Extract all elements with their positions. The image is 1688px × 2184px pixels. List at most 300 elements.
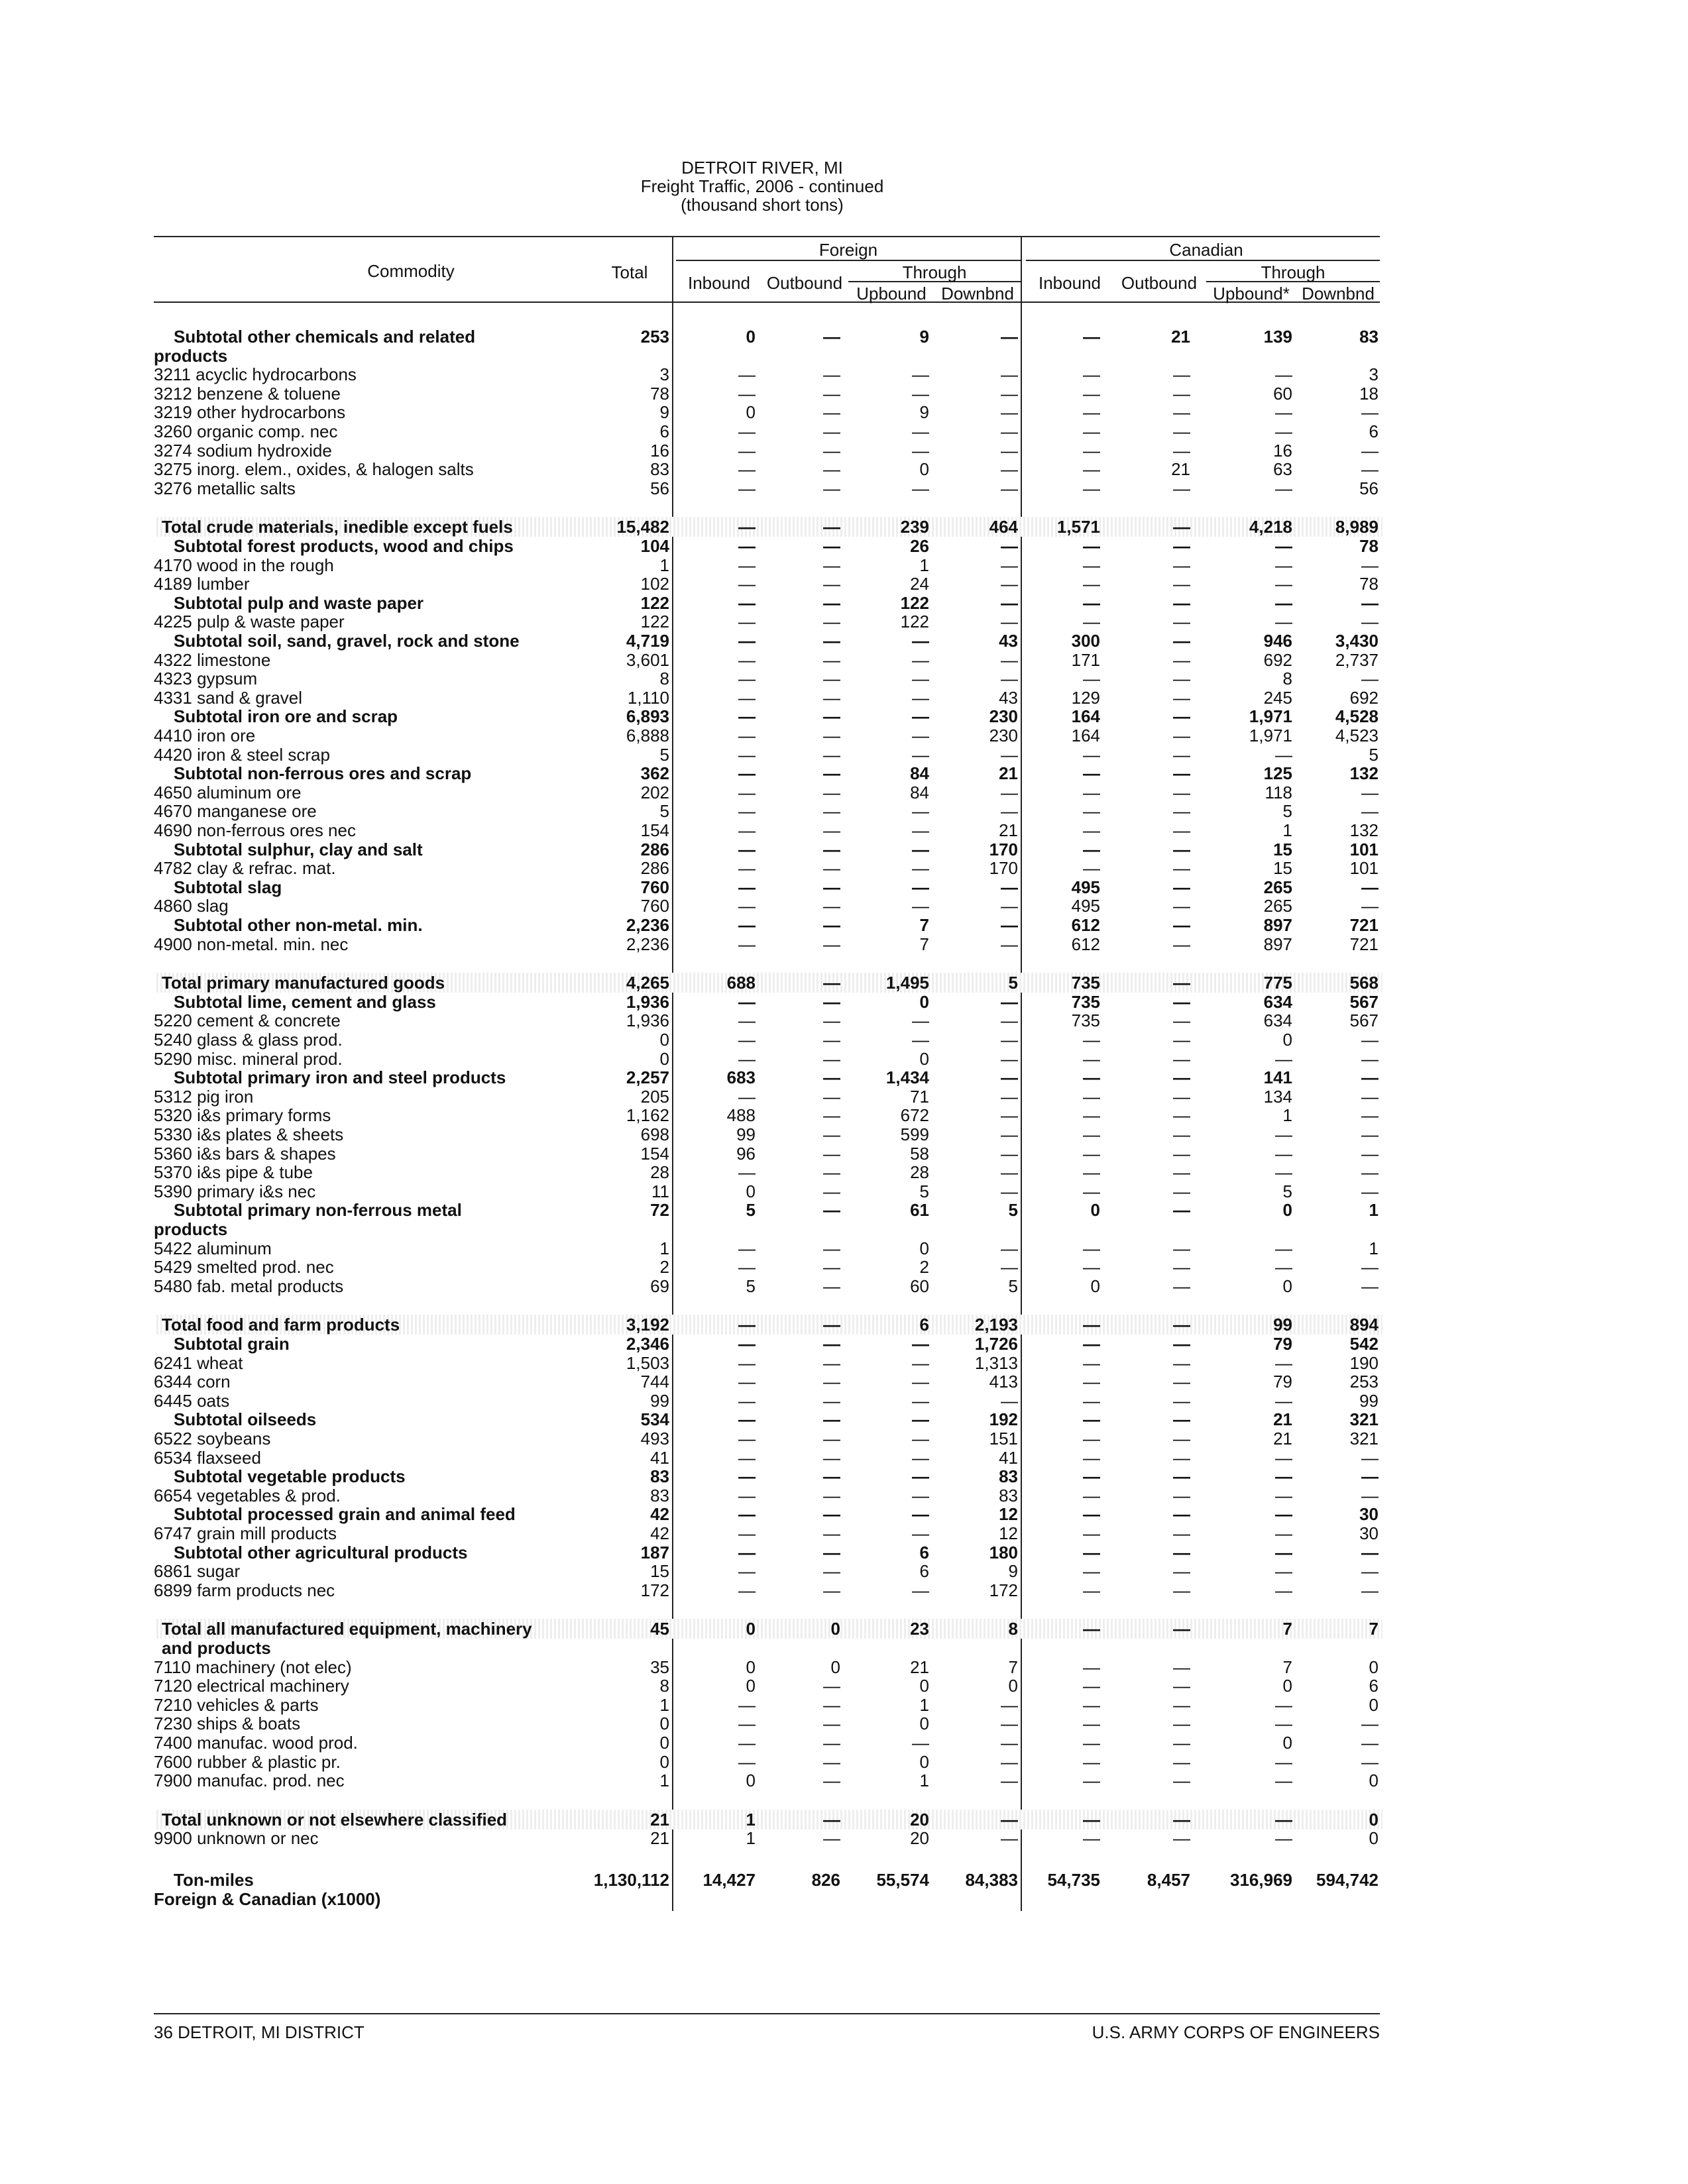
- cell-fi: —: [738, 1733, 756, 1753]
- cell-fd: 21: [999, 820, 1018, 840]
- cell-fu: —: [912, 440, 929, 461]
- cell-cu: —: [1275, 1257, 1292, 1278]
- cell-total: 0: [659, 1751, 669, 1772]
- cell-fi: —: [738, 801, 756, 822]
- cell-ci: —: [1083, 1676, 1100, 1696]
- cell-co: —: [1173, 1714, 1190, 1734]
- cell-fu: 28: [910, 1162, 929, 1183]
- row-label: 7600 rubber & plastic pr.: [154, 1751, 341, 1772]
- cell-fu: 122: [900, 612, 929, 632]
- cell-fu: 0: [919, 991, 929, 1012]
- footer-left: 36 DETROIT, MI DISTRICT: [154, 2022, 365, 2042]
- cell-fi: —: [738, 687, 756, 708]
- cell-ci: —: [1083, 402, 1100, 423]
- cell-fu: 24: [910, 574, 929, 594]
- cell-fu: 0: [919, 1238, 929, 1258]
- cell-total: 0: [659, 1733, 669, 1753]
- cell-cu: 7: [1282, 1619, 1292, 1639]
- cell-fd: —: [1001, 592, 1018, 613]
- cell-co: —: [1173, 517, 1190, 537]
- cell-fo: —: [823, 574, 840, 594]
- row-label: 6899 farm products nec: [154, 1580, 335, 1600]
- cell-fi: —: [738, 782, 756, 802]
- cell-total: 35: [650, 1657, 669, 1677]
- row-label: 9900 unknown or nec: [154, 1828, 319, 1849]
- cell-fd: —: [1001, 1105, 1018, 1126]
- row-label: Total primary manufactured goods: [162, 973, 445, 993]
- cell-fo: —: [823, 631, 840, 651]
- cell-cd: —: [1361, 1124, 1379, 1144]
- cell-fi: —: [738, 574, 756, 594]
- cell-ci: 735: [1071, 1010, 1100, 1031]
- cell-ci: 495: [1071, 877, 1100, 897]
- cell-total: 2,257: [626, 1067, 669, 1088]
- row-label: Subtotal slag: [174, 877, 282, 897]
- row-label: 6445 oats: [154, 1390, 230, 1411]
- cell-fo: 826: [811, 1870, 840, 1890]
- cell-ci: —: [1083, 1315, 1100, 1335]
- cell-fd: —: [1001, 1067, 1018, 1088]
- cell-fi: —: [738, 1485, 756, 1505]
- row-label: 7110 machinery (not elec): [154, 1657, 352, 1677]
- cell-ci: —: [1083, 1466, 1100, 1487]
- cell-total: 83: [650, 1485, 669, 1505]
- cell-fi: 0: [746, 402, 756, 423]
- cell-fd: —: [1001, 669, 1018, 689]
- cell-fu: —: [912, 1733, 929, 1753]
- cell-fu: —: [912, 1504, 929, 1525]
- cell-fd: —: [1001, 1771, 1018, 1791]
- row-label: 3275 inorg. elem., oxides, & halogen salts: [154, 459, 474, 480]
- cell-total: 1,162: [626, 1105, 669, 1126]
- cell-fd: 170: [989, 858, 1018, 879]
- cell-fi: —: [738, 1315, 756, 1335]
- cell-co: —: [1173, 1504, 1190, 1525]
- row-label: 3211 acyclic hydrocarbons: [154, 364, 357, 385]
- cell-cd: 132: [1349, 763, 1379, 784]
- cell-cd: 721: [1349, 915, 1379, 935]
- cell-cu: —: [1275, 592, 1292, 613]
- cell-fu: 61: [910, 1200, 929, 1221]
- cell-ci: —: [1083, 1657, 1100, 1677]
- cell-cu: 0: [1282, 1276, 1292, 1296]
- cell-fo: —: [823, 1429, 840, 1448]
- cell-ci: —: [1083, 1409, 1100, 1430]
- cell-fo: —: [823, 421, 840, 441]
- cell-fi: —: [738, 1048, 756, 1069]
- cell-cu: —: [1275, 1714, 1292, 1734]
- cell-cd: —: [1361, 1048, 1379, 1069]
- cell-co: —: [1173, 1409, 1190, 1430]
- cell-total: 1: [659, 1238, 669, 1258]
- cell-fo: —: [823, 763, 840, 784]
- cell-fu: —: [912, 1447, 929, 1468]
- cell-ci: 612: [1071, 915, 1100, 935]
- cell-fo: —: [823, 1257, 840, 1278]
- cell-ci: —: [1083, 1105, 1100, 1126]
- row-label: 3219 other hydrocarbons: [154, 402, 346, 423]
- cell-cd: 321: [1349, 1429, 1379, 1448]
- cell-fi: —: [738, 536, 756, 556]
- cell-fu: 9: [919, 402, 929, 423]
- cell-fd: —: [1001, 782, 1018, 802]
- total-header: Total: [611, 262, 648, 282]
- cell-fu: 0: [919, 1048, 929, 1069]
- cell-co: 8,457: [1147, 1870, 1190, 1890]
- cell-co: 21: [1171, 459, 1190, 480]
- cell-total: 0: [659, 1030, 669, 1050]
- cell-fo: —: [823, 669, 840, 689]
- row-label: Subtotal non-ferrous ores and scrap: [174, 763, 472, 784]
- cell-fd: —: [1001, 1751, 1018, 1772]
- cell-cu: —: [1275, 555, 1292, 575]
- cell-ci: —: [1083, 1429, 1100, 1448]
- cell-fo: —: [823, 440, 840, 461]
- cell-total: 69: [650, 1276, 669, 1296]
- cell-fd: 41: [999, 1447, 1018, 1468]
- cell-cu: 79: [1273, 1372, 1292, 1392]
- cell-co: —: [1173, 612, 1190, 632]
- cell-fu: 5: [919, 1181, 929, 1201]
- cell-fu: —: [912, 1334, 929, 1354]
- cell-fu: 1: [919, 1694, 929, 1715]
- foreign-through-header: Through: [902, 262, 967, 282]
- cell-fd: —: [1001, 612, 1018, 632]
- cell-ci: —: [1083, 478, 1100, 498]
- cell-ci: —: [1083, 1048, 1100, 1069]
- cell-ci: 1,571: [1056, 517, 1100, 537]
- cell-fo: —: [823, 1372, 840, 1392]
- cell-fo: —: [823, 1828, 840, 1849]
- cell-fd: 8: [1008, 1619, 1018, 1639]
- cell-cu: 15: [1273, 858, 1292, 879]
- cell-fi: —: [738, 839, 756, 859]
- cell-total: 1: [659, 1694, 669, 1715]
- cell-fo: —: [823, 820, 840, 840]
- cell-fo: —: [823, 478, 840, 498]
- cell-fd: 21: [999, 763, 1018, 784]
- cell-fi: —: [738, 726, 756, 745]
- cell-cu: 141: [1263, 1067, 1292, 1088]
- cell-fu: 20: [910, 1828, 929, 1849]
- row-label: products: [154, 1219, 228, 1239]
- cell-fu: —: [912, 1390, 929, 1411]
- cell-fo: —: [823, 1010, 840, 1031]
- cell-cu: 21: [1273, 1429, 1292, 1448]
- cell-fo: —: [823, 592, 840, 613]
- cell-total: 154: [640, 820, 669, 840]
- cell-fo: —: [823, 1580, 840, 1600]
- cell-co: —: [1173, 1751, 1190, 1772]
- cell-cd: —: [1361, 896, 1379, 916]
- cell-fd: —: [1001, 991, 1018, 1012]
- cell-cd: 7: [1369, 1619, 1379, 1639]
- cell-fi: —: [738, 364, 756, 385]
- cell-total: 1,936: [626, 991, 669, 1012]
- foreign-outbound-header: Outbound: [766, 273, 843, 293]
- cell-fo: —: [823, 1143, 840, 1164]
- cell-fo: —: [823, 1276, 840, 1296]
- cell-total: 1,130,112: [593, 1870, 669, 1890]
- cell-ci: —: [1083, 440, 1100, 461]
- cell-total: 3: [659, 364, 669, 385]
- cell-total: 760: [640, 877, 669, 897]
- cell-fu: —: [912, 801, 929, 822]
- row-label: 4420 iron & steel scrap: [154, 744, 330, 765]
- cell-fi: —: [738, 1580, 756, 1600]
- cell-fi: —: [738, 1447, 756, 1468]
- cell-fo: —: [823, 402, 840, 423]
- row-label: 4670 manganese ore: [154, 801, 317, 822]
- cell-fu: —: [912, 1580, 929, 1600]
- cell-cd: —: [1361, 1561, 1379, 1582]
- cell-fi: 0: [746, 1771, 756, 1791]
- cell-co: —: [1173, 706, 1190, 727]
- row-label: 7120 electrical machinery: [154, 1676, 349, 1696]
- cell-total: 744: [640, 1372, 669, 1392]
- cell-cu: —: [1275, 478, 1292, 498]
- cell-co: —: [1173, 1619, 1190, 1639]
- cell-fd: —: [1001, 402, 1018, 423]
- cell-fu: 60: [910, 1276, 929, 1296]
- cell-fd: —: [1001, 383, 1018, 404]
- cell-fd: —: [1001, 1124, 1018, 1144]
- cell-cd: 0: [1369, 1694, 1379, 1715]
- cell-total: 41: [650, 1447, 669, 1468]
- cell-fu: 26: [910, 536, 929, 556]
- cell-fu: —: [912, 839, 929, 859]
- row-label: 4225 pulp & waste paper: [154, 612, 345, 632]
- cell-total: 2: [659, 1257, 669, 1278]
- cell-total: 2,236: [626, 934, 669, 954]
- row-label: 6747 grain mill products: [154, 1523, 337, 1543]
- cell-fd: 180: [989, 1542, 1018, 1562]
- cell-cu: —: [1275, 1447, 1292, 1468]
- cell-fi: —: [738, 1504, 756, 1525]
- row-label: 5390 primary i&s nec: [154, 1181, 316, 1201]
- cell-total: 0: [659, 1714, 669, 1734]
- cell-fo: —: [823, 327, 840, 347]
- cell-ci: 0: [1090, 1276, 1100, 1296]
- cell-co: —: [1173, 1010, 1190, 1031]
- cell-fi: 0: [746, 1619, 756, 1639]
- cell-fi: —: [738, 1409, 756, 1430]
- cell-ci: —: [1083, 858, 1100, 879]
- cell-total: 45: [650, 1619, 669, 1639]
- row-label: 4900 non-metal. min. nec: [154, 934, 349, 954]
- cell-cd: —: [1361, 1466, 1379, 1487]
- cell-cu: 134: [1263, 1086, 1292, 1107]
- row-label: Subtotal primary iron and steel products: [174, 1067, 506, 1088]
- cell-ci: —: [1083, 1694, 1100, 1715]
- cell-fo: —: [823, 1485, 840, 1505]
- cell-ci: —: [1083, 1447, 1100, 1468]
- cell-cu: 0: [1282, 1733, 1292, 1753]
- cell-cd: —: [1361, 1067, 1379, 1088]
- cell-fi: —: [738, 1523, 756, 1543]
- cell-fu: —: [912, 649, 929, 670]
- cell-total: 1,503: [626, 1352, 669, 1373]
- cell-cd: 4,528: [1335, 706, 1379, 727]
- cell-co: —: [1173, 820, 1190, 840]
- row-label: 6654 vegetables & prod.: [154, 1485, 341, 1505]
- cell-cd: —: [1361, 1181, 1379, 1201]
- cell-co: —: [1173, 915, 1190, 935]
- cell-cu: —: [1275, 1561, 1292, 1582]
- cell-fo: —: [823, 1542, 840, 1562]
- cell-total: 8: [659, 669, 669, 689]
- canadian-header: Canadian: [1169, 240, 1243, 260]
- cell-fo: —: [823, 1733, 840, 1753]
- cell-fu: —: [912, 631, 929, 651]
- cell-co: —: [1173, 1105, 1190, 1126]
- footer-rule: [154, 2013, 1380, 2014]
- cell-cu: —: [1275, 574, 1292, 594]
- cell-total: 122: [640, 612, 669, 632]
- total-column-rule: [672, 236, 673, 1911]
- cell-cd: —: [1361, 1714, 1379, 1734]
- cell-fd: —: [1001, 915, 1018, 935]
- cell-fu: 0: [919, 1751, 929, 1772]
- cell-ci: —: [1083, 763, 1100, 784]
- cell-fo: —: [823, 744, 840, 765]
- cell-fu: 0: [919, 459, 929, 480]
- cell-fo: —: [823, 973, 840, 993]
- row-label: 5480 fab. metal products: [154, 1276, 344, 1296]
- cell-total: 6: [659, 421, 669, 441]
- cell-fi: —: [738, 669, 756, 689]
- cell-fi: —: [738, 421, 756, 441]
- cell-fi: —: [738, 649, 756, 670]
- cell-fd: —: [1001, 1181, 1018, 1201]
- row-label: Ton-miles: [174, 1870, 254, 1890]
- cell-co: —: [1173, 1067, 1190, 1088]
- cell-cd: 0: [1369, 1657, 1379, 1677]
- cell-fu: —: [912, 421, 929, 441]
- cell-co: —: [1173, 1162, 1190, 1183]
- cell-cd: 542: [1349, 1334, 1379, 1354]
- cell-co: —: [1173, 1315, 1190, 1335]
- cell-ci: —: [1083, 782, 1100, 802]
- cell-total: 15,482: [616, 517, 669, 537]
- cell-co: —: [1173, 364, 1190, 385]
- row-label: 4410 iron ore: [154, 726, 256, 745]
- cell-ci: —: [1083, 839, 1100, 859]
- cell-cd: 594,742: [1316, 1870, 1379, 1890]
- cell-fu: —: [912, 1485, 929, 1505]
- cell-cu: 8: [1282, 669, 1292, 689]
- cell-cd: 78: [1359, 574, 1379, 594]
- row-label: 4170 wood in the rough: [154, 555, 334, 575]
- cell-fo: —: [823, 1315, 840, 1335]
- cell-cu: —: [1275, 1694, 1292, 1715]
- cell-fu: —: [912, 726, 929, 745]
- cell-fu: 20: [910, 1809, 929, 1829]
- cell-co: —: [1173, 726, 1190, 745]
- cell-co: —: [1173, 1733, 1190, 1753]
- cell-fd: 1,726: [974, 1334, 1018, 1354]
- row-label: 7900 manufac. prod. nec: [154, 1771, 345, 1791]
- cell-fu: 58: [910, 1143, 929, 1164]
- cell-ci: —: [1083, 327, 1100, 347]
- row-label: 5370 i&s pipe & tube: [154, 1162, 313, 1183]
- cell-cd: —: [1361, 592, 1379, 613]
- cell-fi: 0: [746, 1657, 756, 1677]
- cell-cu: 692: [1263, 649, 1292, 670]
- cell-fi: —: [738, 383, 756, 404]
- cell-co: —: [1173, 934, 1190, 954]
- cell-fd: 1,313: [974, 1352, 1018, 1373]
- cell-fo: —: [823, 1048, 840, 1069]
- cell-co: —: [1173, 858, 1190, 879]
- cell-cd: —: [1361, 1086, 1379, 1107]
- cell-total: 4,719: [626, 631, 669, 651]
- cell-ci: —: [1083, 1580, 1100, 1600]
- cell-fi: —: [738, 1030, 756, 1050]
- cell-cd: —: [1361, 1485, 1379, 1505]
- cell-cu: —: [1275, 1390, 1292, 1411]
- cell-ci: —: [1083, 1124, 1100, 1144]
- row-label: 4322 limestone: [154, 649, 271, 670]
- cell-cu: —: [1275, 1162, 1292, 1183]
- cell-cd: 83: [1359, 327, 1379, 347]
- cell-fo: —: [823, 915, 840, 935]
- row-label: Subtotal grain: [174, 1334, 290, 1354]
- cell-total: 3,192: [626, 1315, 669, 1335]
- row-label: 4860 slag: [154, 896, 229, 916]
- canadian-through-header: Through: [1261, 262, 1325, 282]
- cell-co: —: [1173, 896, 1190, 916]
- row-label: Subtotal iron ore and scrap: [174, 706, 398, 727]
- cell-co: —: [1173, 1334, 1190, 1354]
- cell-fu: 9: [919, 327, 929, 347]
- cell-fd: —: [1001, 555, 1018, 575]
- cell-cd: 1: [1369, 1200, 1379, 1221]
- cell-total: 172: [640, 1580, 669, 1600]
- cell-cu: —: [1275, 1124, 1292, 1144]
- cell-fd: —: [1001, 1714, 1018, 1734]
- cell-fi: —: [738, 1694, 756, 1715]
- cell-co: —: [1173, 1447, 1190, 1468]
- cell-fd: 7: [1008, 1657, 1018, 1677]
- cell-cu: 21: [1273, 1409, 1292, 1430]
- cell-fu: —: [912, 706, 929, 727]
- cell-cu: 634: [1263, 1010, 1292, 1031]
- cell-ci: —: [1083, 1086, 1100, 1107]
- cell-fd: 12: [999, 1504, 1018, 1525]
- cell-fu: —: [912, 383, 929, 404]
- cell-fi: —: [738, 1372, 756, 1392]
- cell-fi: 5: [746, 1276, 756, 1296]
- cell-fo: —: [823, 1676, 840, 1696]
- cell-total: 205: [640, 1086, 669, 1107]
- cell-co: —: [1173, 763, 1190, 784]
- cell-total: 286: [640, 858, 669, 879]
- cell-cd: 567: [1349, 1010, 1379, 1031]
- cell-fu: 7: [919, 915, 929, 935]
- cell-fo: —: [823, 1086, 840, 1107]
- cell-fi: —: [738, 440, 756, 461]
- cell-fd: —: [1001, 1390, 1018, 1411]
- row-label: 4690 non-ferrous ores nec: [154, 820, 356, 840]
- cell-total: 0: [659, 1048, 669, 1069]
- cell-cu: 5: [1282, 801, 1292, 822]
- cell-fo: —: [823, 687, 840, 708]
- row-label: Subtotal soil, sand, gravel, rock and stone: [174, 631, 520, 651]
- cell-fd: —: [1001, 1257, 1018, 1278]
- cell-fd: 5: [1008, 973, 1018, 993]
- cell-fd: —: [1001, 1694, 1018, 1715]
